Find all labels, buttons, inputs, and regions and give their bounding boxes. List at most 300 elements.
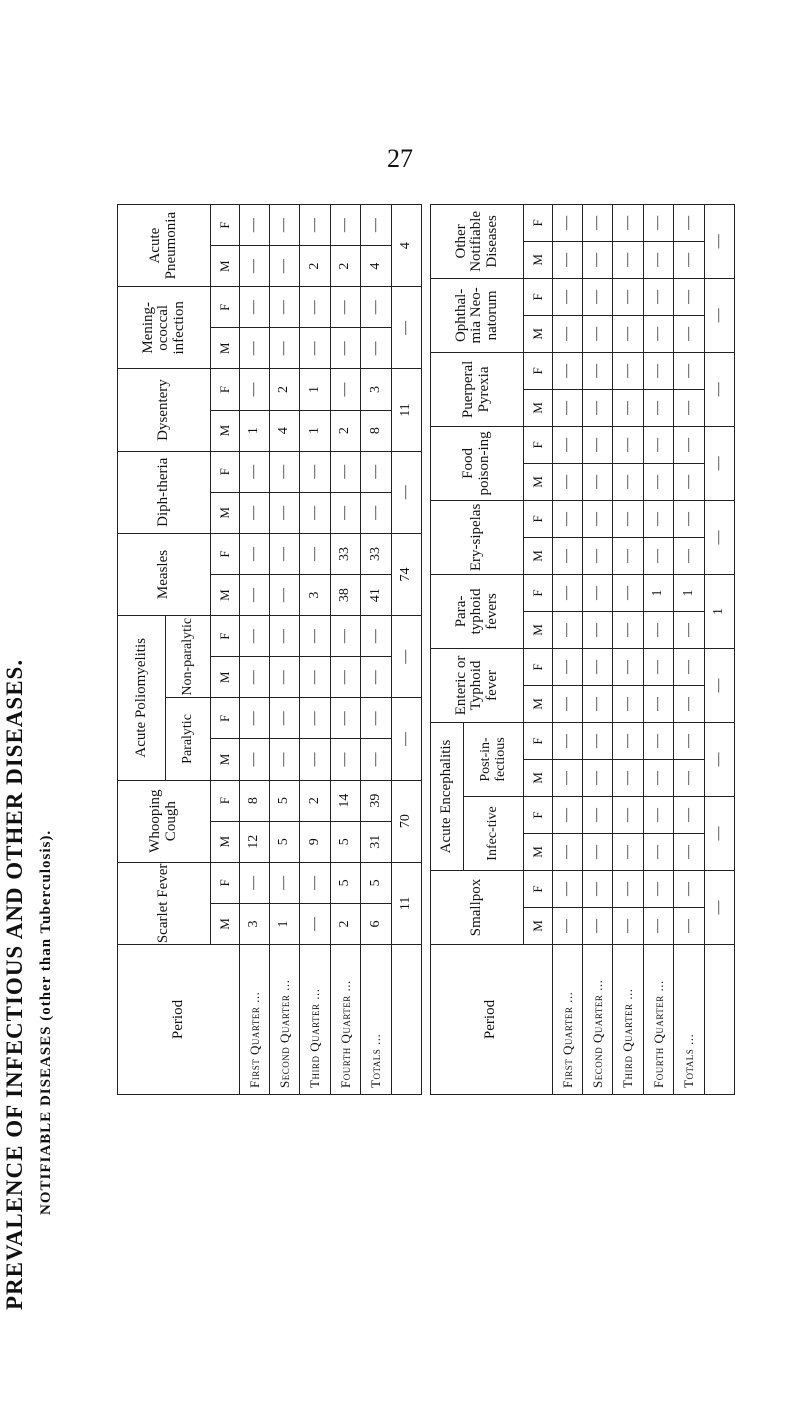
male-count: —: [674, 537, 704, 574]
disease-header: Para-typhoid fevers: [431, 574, 524, 648]
male-count: —: [583, 537, 613, 574]
female-count: 8: [239, 780, 269, 821]
male-count: —: [674, 759, 704, 796]
female-count: —: [643, 500, 673, 537]
male-count: 1: [239, 410, 269, 451]
male-count: —: [674, 611, 704, 648]
combined-total: —: [704, 796, 734, 870]
male-header: M: [524, 685, 552, 722]
female-count: 14: [330, 780, 360, 821]
male-count: —: [674, 463, 704, 500]
combined-total: —: [704, 352, 734, 426]
combined-total: 4: [391, 205, 421, 287]
female-count: —: [300, 533, 330, 574]
male-count: —: [583, 463, 613, 500]
male-header: M: [211, 410, 239, 451]
female-count: —: [643, 796, 673, 833]
female-count: —: [300, 862, 330, 903]
female-count: —: [643, 870, 673, 907]
totals-row: [361, 205, 391, 1095]
female-count: —: [613, 648, 643, 685]
combined-total: 11: [391, 862, 421, 944]
female-count: —: [239, 451, 269, 492]
female-count: —: [613, 574, 643, 611]
female-header: F: [211, 780, 239, 821]
left-table-panel: [117, 205, 422, 1095]
female-count: —: [583, 870, 613, 907]
male-header: M: [524, 463, 552, 500]
disease-header: Scarlet Fever: [118, 862, 211, 944]
female-header: F: [211, 616, 239, 657]
female-count: —: [361, 451, 391, 492]
female-header: F: [524, 574, 552, 611]
quarter-label: Third Quarter ...: [613, 945, 643, 1095]
group-header: Acute Encephalitis: [431, 722, 464, 870]
female-count: —: [674, 870, 704, 907]
female-count: 5: [270, 780, 300, 821]
male-count: 2: [330, 903, 360, 944]
male-count: —: [643, 463, 673, 500]
quarter-row: [643, 204, 673, 1094]
female-count: 3: [361, 369, 391, 410]
male-count: —: [674, 315, 704, 352]
male-count: —: [552, 611, 582, 648]
female-count: —: [270, 451, 300, 492]
male-count: —: [300, 739, 330, 780]
male-count: 2: [330, 410, 360, 451]
female-count: —: [643, 648, 673, 685]
female-count: 5: [361, 862, 391, 903]
page-subtitle: NOTIFIABLE DISEASES (other than Tuberculosis).: [38, 829, 54, 1215]
male-count: —: [270, 657, 300, 698]
female-count: —: [552, 722, 582, 759]
disease-header: Whooping Cough: [118, 780, 211, 862]
right-disease-table: [430, 204, 735, 1095]
left-disease-table: [117, 204, 422, 1095]
female-count: —: [330, 616, 360, 657]
male-count: —: [239, 657, 269, 698]
female-count: —: [330, 698, 360, 739]
female-count: —: [270, 287, 300, 328]
male-count: —: [643, 537, 673, 574]
female-count: 33: [330, 533, 360, 574]
female-count: 2: [300, 780, 330, 821]
female-count: 1: [674, 574, 704, 611]
female-count: —: [613, 426, 643, 463]
female-count: —: [552, 352, 582, 389]
combined-total: 11: [391, 369, 421, 451]
female-count: —: [643, 278, 673, 315]
female-header: F: [211, 698, 239, 739]
male-count: —: [643, 833, 673, 870]
female-count: —: [613, 278, 643, 315]
female-count: —: [613, 500, 643, 537]
female-count: —: [674, 204, 704, 241]
female-count: —: [583, 796, 613, 833]
female-count: —: [361, 205, 391, 246]
combined-total: —: [704, 870, 734, 944]
grand-total-row: [391, 205, 421, 1095]
female-count: —: [552, 204, 582, 241]
male-count: —: [613, 833, 643, 870]
male-count: —: [300, 903, 330, 944]
male-count: —: [552, 241, 582, 278]
female-count: —: [300, 698, 330, 739]
male-count: —: [583, 241, 613, 278]
female-header: F: [524, 648, 552, 685]
male-header: M: [524, 833, 552, 870]
male-count: 3: [239, 903, 269, 944]
quarter-label: Third Quarter ...: [300, 945, 330, 1095]
male-count: 1: [300, 410, 330, 451]
male-count: —: [330, 492, 360, 533]
female-count: —: [643, 352, 673, 389]
male-count: 6: [361, 903, 391, 944]
male-count: —: [300, 328, 330, 369]
male-header: M: [524, 241, 552, 278]
totals-label: Totals ...: [361, 945, 391, 1095]
disease-header: Measles: [118, 533, 211, 615]
page-number: 27: [387, 144, 413, 173]
combined-total: —: [704, 426, 734, 500]
disease-header: Smallpox: [431, 870, 524, 944]
male-count: 4: [361, 246, 391, 287]
female-count: —: [583, 648, 613, 685]
female-count: —: [583, 204, 613, 241]
male-count: —: [583, 611, 613, 648]
female-count: —: [643, 722, 673, 759]
right-table-panel: [430, 205, 735, 1095]
subgroup-header: Paralytic: [166, 698, 211, 780]
male-header: M: [524, 537, 552, 574]
male-count: —: [552, 537, 582, 574]
male-header: M: [524, 908, 552, 945]
quarter-label: First Quarter ...: [552, 945, 582, 1095]
female-count: —: [583, 278, 613, 315]
female-count: —: [330, 369, 360, 410]
male-count: —: [613, 463, 643, 500]
male-count: —: [270, 328, 300, 369]
female-count: —: [674, 352, 704, 389]
female-count: —: [239, 533, 269, 574]
header-row: [118, 205, 166, 1095]
male-count: —: [330, 739, 360, 780]
female-count: —: [300, 287, 330, 328]
male-header: M: [211, 739, 239, 780]
combined-total: —: [391, 616, 421, 698]
combined-total: 74: [391, 533, 421, 615]
male-count: —: [643, 908, 673, 945]
female-count: —: [583, 352, 613, 389]
male-count: 5: [270, 821, 300, 862]
female-count: —: [583, 426, 613, 463]
male-count: 38: [330, 575, 360, 616]
female-count: —: [300, 451, 330, 492]
male-count: —: [552, 389, 582, 426]
disease-header: Enteric or Typhoid fever: [431, 648, 524, 722]
male-count: —: [583, 315, 613, 352]
female-count: —: [643, 204, 673, 241]
male-count: —: [643, 315, 673, 352]
female-header: F: [524, 500, 552, 537]
male-count: —: [330, 328, 360, 369]
male-count: —: [270, 246, 300, 287]
quarter-row: [239, 205, 269, 1095]
combined-total: —: [391, 698, 421, 780]
female-count: —: [583, 722, 613, 759]
female-header: F: [211, 369, 239, 410]
male-count: —: [674, 908, 704, 945]
male-count: —: [674, 685, 704, 722]
female-count: —: [239, 616, 269, 657]
female-count: —: [552, 648, 582, 685]
female-count: —: [583, 500, 613, 537]
female-count: —: [674, 796, 704, 833]
male-count: —: [613, 685, 643, 722]
female-count: 1: [300, 369, 330, 410]
period-header: Period: [431, 945, 553, 1095]
female-count: —: [643, 426, 673, 463]
combined-total: —: [704, 648, 734, 722]
quarter-row: [300, 205, 330, 1095]
female-count: —: [674, 278, 704, 315]
male-count: —: [583, 685, 613, 722]
disease-header: Diph-theria: [118, 451, 211, 533]
grand-total-spacer: [704, 945, 734, 1095]
female-count: —: [239, 205, 269, 246]
combined-total: —: [391, 451, 421, 533]
subgroup-header: Post-in-fectious: [464, 722, 524, 796]
disease-header: Mening-ococcal infection: [118, 287, 211, 369]
male-count: 2: [300, 246, 330, 287]
male-count: —: [239, 492, 269, 533]
grand-total-row: [704, 204, 734, 1094]
male-count: —: [613, 759, 643, 796]
male-header: M: [211, 657, 239, 698]
male-count: 4: [270, 410, 300, 451]
female-count: —: [552, 574, 582, 611]
male-count: —: [583, 389, 613, 426]
quarter-row: [330, 205, 360, 1095]
female-header: F: [524, 796, 552, 833]
female-count: —: [613, 722, 643, 759]
totals-row: [674, 204, 704, 1094]
male-count: —: [552, 908, 582, 945]
male-count: —: [613, 389, 643, 426]
male-header: M: [524, 389, 552, 426]
female-count: —: [552, 278, 582, 315]
female-count: —: [552, 426, 582, 463]
female-count: —: [270, 862, 300, 903]
female-count: 1: [643, 574, 673, 611]
female-header: F: [211, 533, 239, 574]
female-count: —: [613, 352, 643, 389]
male-count: —: [583, 833, 613, 870]
male-count: —: [613, 908, 643, 945]
combined-total: —: [391, 287, 421, 369]
female-header: F: [211, 451, 239, 492]
male-count: —: [643, 685, 673, 722]
period-header: Period: [118, 945, 240, 1095]
quarter-row: [270, 205, 300, 1095]
quarter-label: Fourth Quarter ...: [330, 945, 360, 1095]
disease-header: Dysentery: [118, 369, 211, 451]
disease-header: Acute Pneumonia: [118, 205, 211, 287]
male-header: M: [211, 328, 239, 369]
male-count: —: [643, 389, 673, 426]
female-count: —: [552, 500, 582, 537]
female-count: —: [270, 533, 300, 574]
male-count: —: [552, 833, 582, 870]
female-count: —: [300, 616, 330, 657]
male-header: M: [211, 821, 239, 862]
male-count: —: [583, 759, 613, 796]
female-count: —: [552, 796, 582, 833]
male-count: —: [674, 833, 704, 870]
female-count: 2: [270, 369, 300, 410]
male-count: —: [552, 315, 582, 352]
female-header: F: [524, 426, 552, 463]
male-header: M: [211, 575, 239, 616]
male-count: —: [613, 537, 643, 574]
quarter-label: Second Quarter ...: [270, 945, 300, 1095]
header-row: [431, 204, 464, 1094]
male-count: —: [674, 389, 704, 426]
combined-total: 1: [704, 574, 734, 648]
female-count: 5: [330, 862, 360, 903]
male-count: —: [361, 657, 391, 698]
female-header: F: [524, 204, 552, 241]
male-header: M: [211, 903, 239, 944]
female-count: —: [239, 287, 269, 328]
male-count: —: [613, 315, 643, 352]
female-count: —: [361, 287, 391, 328]
female-count: —: [330, 205, 360, 246]
group-header: Acute Poliomyelitis: [118, 616, 166, 780]
female-header: F: [524, 722, 552, 759]
disease-header: Ery-sipelas: [431, 500, 524, 574]
female-count: —: [674, 426, 704, 463]
combined-total: —: [704, 278, 734, 352]
disease-header: Food poison-ing: [431, 426, 524, 500]
male-count: —: [300, 492, 330, 533]
female-count: —: [270, 205, 300, 246]
male-count: 8: [361, 410, 391, 451]
male-count: —: [643, 241, 673, 278]
male-count: 1: [270, 903, 300, 944]
female-count: —: [270, 616, 300, 657]
female-header: F: [524, 870, 552, 907]
female-header: F: [524, 352, 552, 389]
female-count: —: [330, 287, 360, 328]
female-count: —: [239, 698, 269, 739]
male-count: —: [552, 463, 582, 500]
female-header: F: [211, 287, 239, 328]
female-count: 33: [361, 533, 391, 574]
combined-total: —: [704, 722, 734, 796]
female-count: —: [613, 870, 643, 907]
male-count: 2: [330, 246, 360, 287]
male-count: 41: [361, 575, 391, 616]
quarter-label: First Quarter ...: [239, 945, 269, 1095]
male-count: 5: [330, 821, 360, 862]
male-header: M: [524, 759, 552, 796]
male-count: —: [239, 246, 269, 287]
male-count: —: [583, 908, 613, 945]
male-count: 9: [300, 821, 330, 862]
male-count: 31: [361, 821, 391, 862]
male-count: 12: [239, 821, 269, 862]
quarter-label: Fourth Quarter ...: [643, 945, 673, 1095]
male-count: —: [300, 657, 330, 698]
male-count: —: [674, 241, 704, 278]
male-count: —: [239, 328, 269, 369]
combined-total: 70: [391, 780, 421, 862]
male-count: —: [361, 328, 391, 369]
female-count: —: [583, 574, 613, 611]
female-count: —: [239, 369, 269, 410]
male-count: 3: [300, 575, 330, 616]
subgroup-header: Infec-tive: [464, 796, 524, 870]
quarter-row: [552, 204, 582, 1094]
male-header: M: [524, 611, 552, 648]
disease-header: Puerperal Pyrexia: [431, 352, 524, 426]
female-count: —: [330, 451, 360, 492]
quarter-row: [583, 204, 613, 1094]
female-header: F: [524, 278, 552, 315]
male-header: M: [211, 492, 239, 533]
male-count: —: [613, 241, 643, 278]
female-count: —: [674, 722, 704, 759]
quarter-label: Second Quarter ...: [583, 945, 613, 1095]
male-count: —: [239, 575, 269, 616]
male-count: —: [643, 759, 673, 796]
disease-header: Ophthal-mia Neo-natorum: [431, 278, 524, 352]
combined-total: —: [704, 204, 734, 278]
female-count: —: [552, 870, 582, 907]
female-header: F: [211, 205, 239, 246]
male-count: —: [361, 739, 391, 780]
male-count: —: [270, 739, 300, 780]
page-title: PREVALENCE OF INFECTIOUS AND OTHER DISEASES.: [2, 658, 27, 1310]
male-count: —: [239, 739, 269, 780]
quarter-row: [613, 204, 643, 1094]
male-count: —: [270, 492, 300, 533]
combined-total: —: [704, 500, 734, 574]
totals-label: Totals ...: [674, 945, 704, 1095]
female-header: F: [211, 862, 239, 903]
female-count: —: [613, 796, 643, 833]
male-count: —: [643, 611, 673, 648]
male-header: M: [211, 246, 239, 287]
male-count: —: [552, 685, 582, 722]
subgroup-header: Non-paralytic: [166, 616, 211, 698]
female-count: —: [361, 698, 391, 739]
female-count: 39: [361, 780, 391, 821]
female-count: —: [674, 648, 704, 685]
male-count: —: [361, 492, 391, 533]
male-count: —: [330, 657, 360, 698]
male-count: —: [270, 575, 300, 616]
female-count: —: [300, 205, 330, 246]
female-count: —: [613, 204, 643, 241]
male-header: M: [524, 315, 552, 352]
female-count: —: [674, 500, 704, 537]
disease-header: Other Notifiable Diseases: [431, 204, 524, 278]
female-count: —: [239, 862, 269, 903]
grand-total-spacer: [391, 945, 421, 1095]
female-count: —: [270, 698, 300, 739]
